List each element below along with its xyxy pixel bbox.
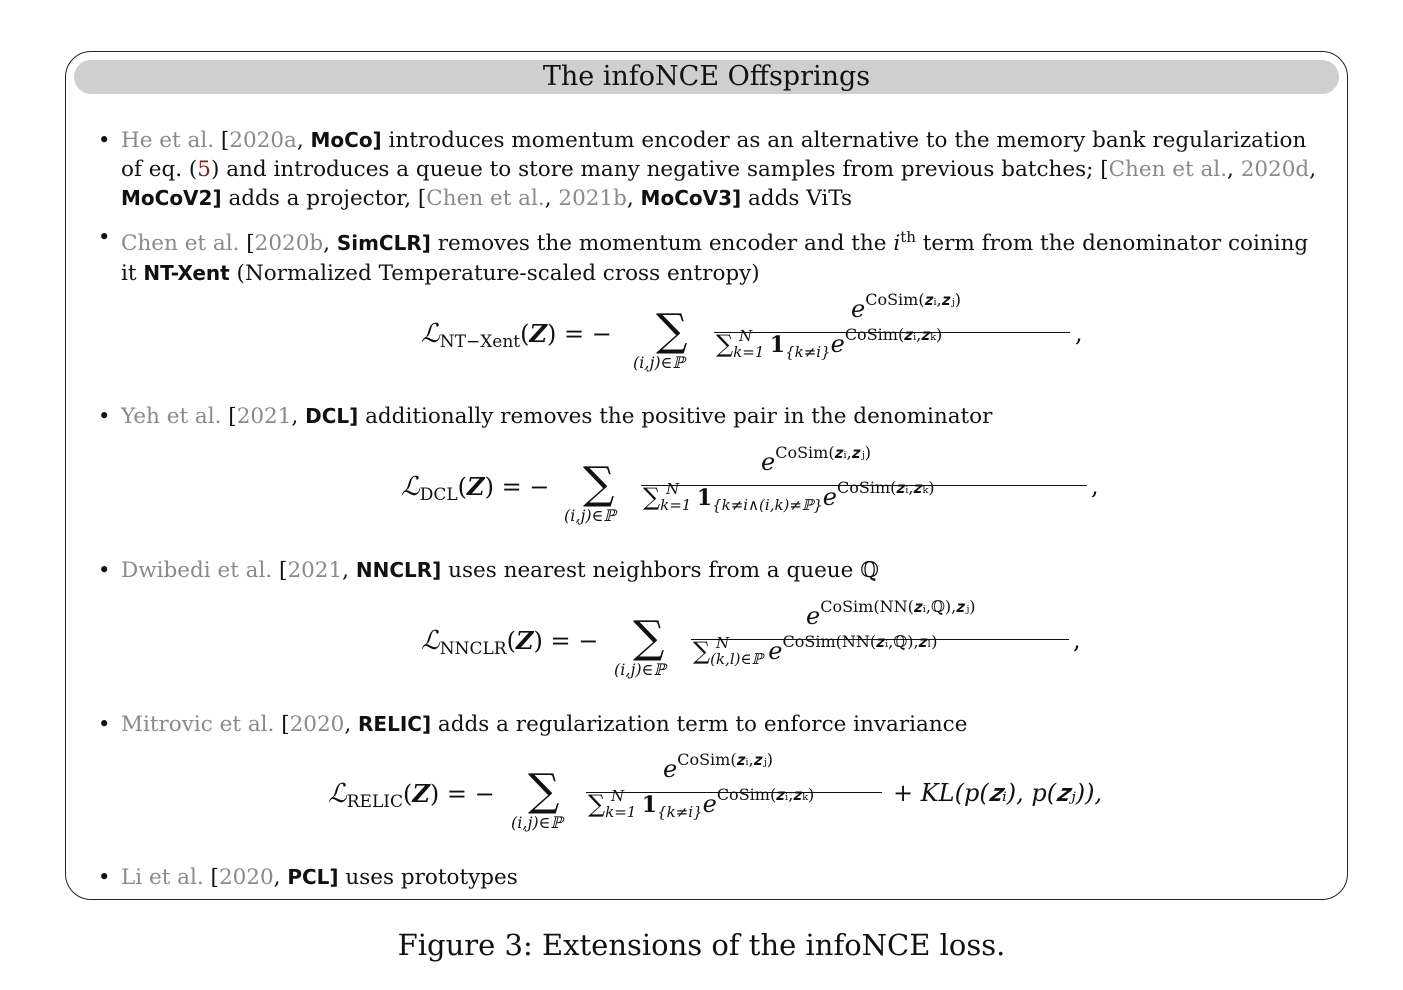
method-name: NT-Xent	[143, 260, 230, 285]
sum-symbol: ∑	[583, 458, 615, 509]
list-item-dcl: Yeh et al. [2021, DCL] additionally removes the positive pair in the denominator	[121, 404, 993, 429]
author-link[interactable]: Chen et al.	[426, 186, 545, 211]
figure-caption: Figure 3: Extensions of the infoNCE loss.	[397, 928, 1006, 962]
method-name: SimCLR]	[336, 231, 431, 256]
box-title: The infoNCE Offsprings	[74, 60, 1339, 94]
infonce-box	[65, 51, 1348, 900]
eq-denominator: ∑k=1 1{k≠i∧(i,k)≠ℙ}eCoSim(𝒛ᵢ,𝒛ₖ)	[643, 478, 935, 514]
bullet-icon: •	[98, 128, 111, 152]
sum-upper-limit: N	[716, 634, 730, 652]
method-name: MoCoV3]	[640, 186, 742, 210]
eq-tail: + KL(p(𝒛ᵢ), p(𝒛ⱼ)),	[893, 779, 1103, 807]
equation-ref-link[interactable]: 5	[197, 156, 211, 182]
sum-symbol: ∑	[633, 612, 665, 663]
eq-tail: ,	[1073, 626, 1081, 654]
bullet-icon: •	[98, 404, 111, 428]
year-link[interactable]: 2020	[289, 712, 345, 737]
sum-upper-limit: N	[666, 480, 680, 498]
year-link[interactable]: 2020a	[229, 128, 297, 153]
method-name: PCL]	[287, 865, 339, 889]
equation-dcl	[401, 443, 1121, 535]
eq-lhs: ℒ$_{NT-Xent}$(Z) = −	[421, 319, 612, 352]
author-link[interactable]: Chen et al.	[121, 231, 240, 257]
equation-ntxent	[421, 290, 1121, 382]
author-link[interactable]: He et al.	[121, 128, 215, 153]
sum-subscript: (i,j)∈ℙ	[633, 353, 685, 372]
year-link[interactable]: 2021	[287, 558, 343, 583]
eq-denominator: ∑k=1 1{k≠i}eCoSim(𝒛ᵢ,𝒛ₖ)	[716, 325, 943, 361]
eq-numerator: eCoSim(𝒛ᵢ,𝒛ⱼ)	[761, 443, 872, 476]
sum-upper-limit: N	[611, 787, 625, 805]
math-sup: th	[900, 228, 916, 246]
year-link[interactable]: 2021b	[558, 186, 627, 211]
year-link[interactable]: 2020	[218, 865, 274, 890]
year-link[interactable]: 2021	[236, 404, 292, 429]
method-name: RELIC]	[358, 712, 432, 736]
author-link[interactable]: Chen et al.	[1108, 156, 1228, 182]
list-item-pcl: Li et al. [2020, PCL] uses prototypes	[121, 865, 518, 890]
list-item-moco: He et al. [2020a, MoCo] introduces momentum encoder as an alternative to the memory bank regularization of eq. (5) and introduces a queue to store many negative samples from previous batches; [Chen et al., 2020d, MoCoV2] adds a projector, [Chen et al., 2021b, MoCoV3] adds ViTs	[121, 128, 1317, 211]
year-link[interactable]: 2020d	[1240, 156, 1310, 182]
method-name: MoCoV2]	[121, 186, 222, 210]
math-var: i	[893, 231, 901, 257]
author-link[interactable]: Li et al.	[121, 865, 204, 890]
sum-subscript: (i,j)∈ℙ	[511, 813, 563, 832]
sum-subscript: (i,j)∈ℙ	[614, 660, 666, 679]
author-link[interactable]: Mitrovic et al.	[121, 712, 275, 737]
list-item-nnclr: Dwibedi et al. [2021, NNCLR] uses nearest neighbors from a queue ℚ	[121, 558, 879, 583]
method-name: DCL]	[305, 404, 359, 428]
sum-symbol: ∑	[656, 305, 688, 356]
eq-denominator: ∑k=1 1{k≠i}eCoSim(𝒛ᵢ,𝒛ₖ)	[588, 785, 815, 821]
method-name: NNCLR]	[355, 558, 442, 582]
bullet-list	[66, 52, 1347, 899]
bullet-icon: •	[98, 558, 111, 582]
sum-symbol: ∑	[528, 765, 560, 816]
list-item-relic: Mitrovic et al. [2020, RELIC] adds a regularization term to enforce invariance	[121, 712, 968, 737]
author-link[interactable]: Yeh et al.	[121, 404, 222, 429]
eq-lhs: ℒ$_{DCL}$(Z) = −	[401, 472, 550, 505]
eq-numerator: eCoSim(NN(𝒛ᵢ,ℚ),𝒛ⱼ)	[806, 597, 976, 630]
list-item-simclr: Chen et al. [2020b, SimCLR] removes the momentum encoder and the $i^{th}$ term from the denominator coining it NT-Xent (Normalized Temperature-scaled cross entropy)	[121, 228, 1309, 286]
eq-tail: ,	[1091, 472, 1099, 500]
equation-nnclr	[421, 597, 1121, 689]
sum-upper-limit: N	[739, 327, 753, 345]
method-name: MoCo]	[310, 128, 382, 152]
bullet-icon: •	[98, 225, 111, 249]
eq-lhs: ℒ$_{RELIC}$(Z) = −	[328, 779, 495, 812]
eq-tail: ,	[1075, 319, 1083, 347]
eq-numerator: eCoSim(𝒛ᵢ,𝒛ⱼ)	[851, 290, 962, 323]
author-link[interactable]: Dwibedi et al.	[121, 558, 273, 583]
equation-relic	[328, 750, 1128, 842]
bullet-icon: •	[98, 865, 111, 889]
year-link[interactable]: 2020b	[254, 231, 324, 257]
eq-numerator: eCoSim(𝒛ᵢ,𝒛ⱼ)	[663, 750, 774, 783]
bullet-icon: •	[98, 712, 111, 736]
eq-denominator: ∑(k,l)∈ℙ eCoSim(NN(𝒛ᵢ,ℚ),𝒛ₗ)	[693, 632, 938, 668]
eq-lhs: ℒ$_{NNCLR}$(Z) = −	[421, 626, 599, 659]
sum-subscript: (i,j)∈ℙ	[564, 506, 616, 525]
